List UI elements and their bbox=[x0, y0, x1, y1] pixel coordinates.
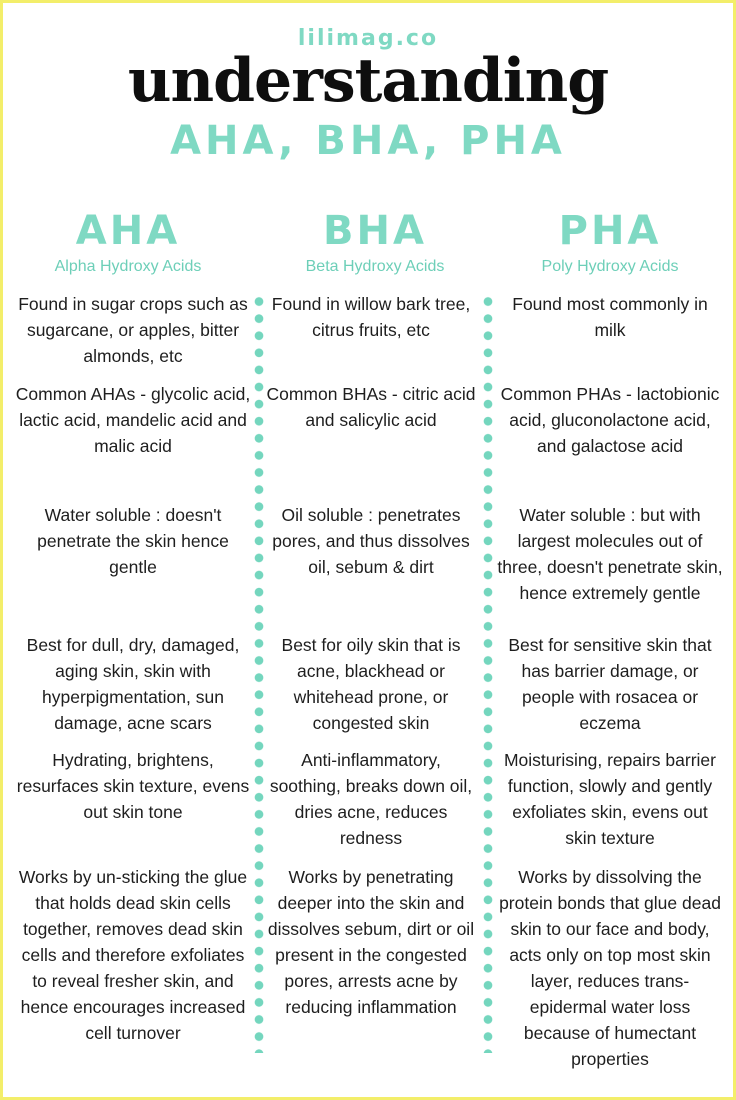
dotted-divider-left bbox=[254, 293, 264, 1053]
bha-mechanism: Works by penetrating deeper into the skin and dissolves sebum, dirt or oil present in the congested pores, arrests acne by reducing inflammation bbox=[267, 867, 475, 1017]
bha-benefits: Anti-inflammatory, soothing, breaks down oil, dries acne, reduces redness bbox=[269, 750, 473, 848]
pha-benefits: Moisturising, repairs barrier function, slowly and gently exfoliates skin, evens out skin texture bbox=[503, 750, 716, 848]
page-title: understanding bbox=[127, 46, 609, 116]
bha-source: Found in willow bark tree, citrus fruits, etc bbox=[271, 294, 471, 340]
site-name: lilimag.co bbox=[297, 26, 439, 51]
column-full-name: Poly Hydroxy Acids bbox=[541, 258, 679, 275]
pha-mechanism: Works by dissolving the protein bonds that glue dead skin to our face and body, acts only on top most skin layer, reduces trans-epidermal water loss because of humectant properties bbox=[499, 867, 721, 1069]
bha-solubility: Oil soluble : penetrates pores, and thus dissolves oil, sebum & dirt bbox=[272, 505, 470, 577]
column-full-name: Beta Hydroxy Acids bbox=[305, 258, 445, 275]
column-header-aha bbox=[8, 206, 248, 276]
column-header-pha bbox=[490, 206, 730, 276]
column-full-name: Alpha Hydroxy Acids bbox=[54, 258, 202, 275]
aha-mechanism: Works by un-sticking the glue that holds dead skin cells together, removes dead skin cells and therefore exfoliates to reveal fresher skin, and hence encourages increased cell turnover bbox=[18, 867, 248, 1043]
column-header-bha bbox=[255, 206, 495, 276]
column-abbr: AHA bbox=[75, 208, 181, 254]
pha-source: Found most commonly in milk bbox=[512, 294, 708, 340]
aha-common-acids: Common AHAs - glycolic acid, lactic acid, mandelic acid and malic acid bbox=[15, 384, 251, 456]
aha-solubility: Water soluble : doesn't penetrate the skin hence gentle bbox=[37, 505, 229, 577]
aha-benefits: Hydrating, brightens, resurfaces skin texture, evens out skin tone bbox=[16, 750, 250, 822]
bha-common-acids: Common BHAs - citric acid and salicylic acid bbox=[266, 384, 476, 430]
dotted-divider-right bbox=[483, 293, 493, 1053]
pha-common-acids: Common PHAs - lactobionic acid, gluconolactone acid, and galactose acid bbox=[500, 384, 720, 456]
pha-best-for: Best for sensitive skin that has barrier damage, or people with rosacea or eczema bbox=[508, 635, 712, 733]
column-abbr: BHA bbox=[323, 208, 427, 254]
bha-best-for: Best for oily skin that is acne, blackhead or whitehead prone, or congested skin bbox=[281, 635, 461, 733]
page-subtitle: AHA, BHA, PHA bbox=[170, 118, 566, 164]
aha-best-for: Best for dull, dry, damaged, aging skin, skin with hyperpigmentation, sun damage, acne scars bbox=[26, 635, 240, 733]
pha-solubility: Water soluble : but with largest molecules out of three, doesn't penetrate skin, hence extremely gentle bbox=[497, 505, 723, 603]
column-abbr: PHA bbox=[558, 208, 662, 254]
aha-source: Found in sugar crops such as sugarcane, or apples, bitter almonds, etc bbox=[18, 294, 248, 366]
